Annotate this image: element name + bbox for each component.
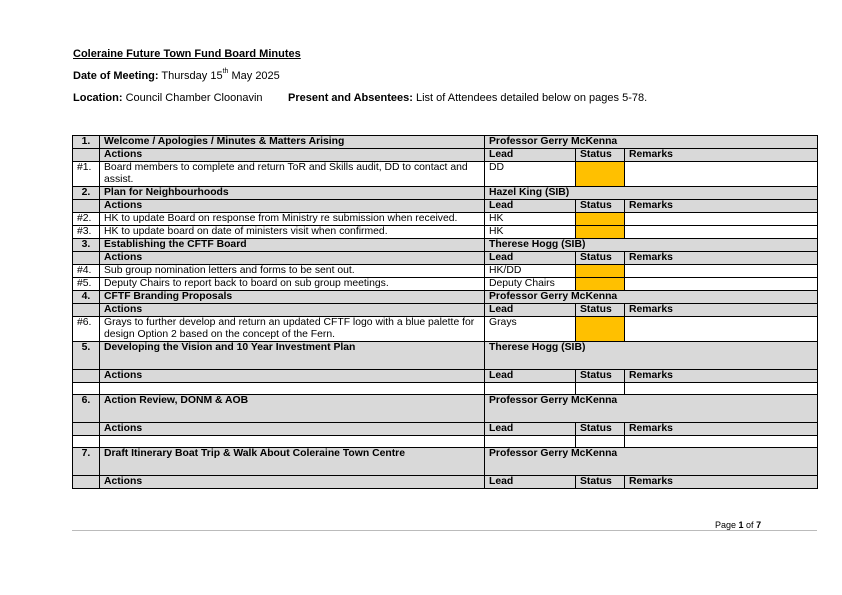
present-line [288, 92, 647, 104]
actions-header-row [73, 252, 818, 265]
remarks-header: Remarks [625, 149, 818, 162]
section-number: 4. [73, 291, 100, 304]
lead-header: Lead [485, 423, 576, 436]
action-text: Grays to further develop and return an updated CFTF logo with a blue palette for design Option 2 based on the concept of the Fern. [100, 317, 485, 342]
action-lead: HK [485, 213, 576, 226]
action-remarks [625, 162, 818, 187]
action-row [73, 265, 818, 278]
lead-header: Lead [485, 149, 576, 162]
section-title: Establishing the CFTF Board [100, 239, 485, 252]
status-header: Status [576, 476, 625, 489]
section-number: 7. [73, 448, 100, 476]
lead-header: Lead [485, 370, 576, 383]
section-owner: Professor Gerry McKenna [485, 291, 818, 304]
empty-cell [576, 383, 625, 395]
empty-action-row [73, 436, 818, 448]
section-owner: Professor Gerry McKenna [485, 136, 818, 149]
action-id: #4. [73, 265, 100, 278]
action-text: Deputy Chairs to report back to board on sub group meetings. [100, 278, 485, 291]
date-label: Date of Meeting: [73, 70, 159, 82]
footer-rule [72, 530, 817, 531]
action-lead: HK [485, 226, 576, 239]
empty-cell [576, 436, 625, 448]
remarks-header: Remarks [625, 476, 818, 489]
section-number: 1. [73, 136, 100, 149]
location-label: Location: [73, 92, 123, 104]
date-pre: Thursday 15 [161, 70, 223, 82]
action-id: #6. [73, 317, 100, 342]
remarks-header: Remarks [625, 423, 818, 436]
action-lead: Grays [485, 317, 576, 342]
empty-cell [485, 436, 576, 448]
section-number: 2. [73, 187, 100, 200]
section-title: Action Review, DONM & AOB [100, 395, 485, 423]
empty-cell [73, 383, 100, 395]
actions-header: Actions [100, 476, 485, 489]
action-remarks [625, 213, 818, 226]
section-title: Draft Itinerary Boat Trip & Walk About Coleraine Town Centre [100, 448, 485, 476]
section-owner: Professor Gerry McKenna [485, 448, 818, 476]
action-lead: HK/DD [485, 265, 576, 278]
date-post: May 2025 [228, 70, 280, 82]
action-id: #5. [73, 278, 100, 291]
action-remarks [625, 278, 818, 291]
empty-cell [485, 383, 576, 395]
action-status [576, 213, 625, 226]
action-remarks [625, 317, 818, 342]
empty-cell [625, 436, 818, 448]
remarks-header: Remarks [625, 304, 818, 317]
section-owner: Professor Gerry McKenna [485, 395, 818, 423]
status-header: Status [576, 304, 625, 317]
section-number: 6. [73, 395, 100, 423]
actions-header-blank [73, 476, 100, 489]
action-row [73, 226, 818, 239]
section-row [73, 291, 818, 304]
present-value: List of Attendees detailed below on pages 5-78. [415, 92, 648, 104]
lead-header: Lead [485, 304, 576, 317]
action-lead: Deputy Chairs [485, 278, 576, 291]
action-status [576, 265, 625, 278]
status-header: Status [576, 252, 625, 265]
minutes-table-body [73, 136, 818, 489]
remarks-header: Remarks [625, 252, 818, 265]
section-owner: Therese Hogg (SIB) [485, 239, 818, 252]
location-value: Council Chamber Cloonavin [125, 92, 263, 104]
page-number: Page 1 of 7 [715, 520, 762, 530]
empty-cell [100, 383, 485, 395]
section-title: Plan for Neighbourhoods [100, 187, 485, 200]
action-remarks [625, 226, 818, 239]
section-row [73, 187, 818, 200]
section-title: CFTF Branding Proposals [100, 291, 485, 304]
actions-header-row [73, 304, 818, 317]
status-header: Status [576, 423, 625, 436]
empty-cell [625, 383, 818, 395]
actions-header: Actions [100, 200, 485, 213]
minutes-table [72, 135, 818, 489]
action-status [576, 226, 625, 239]
status-header: Status [576, 200, 625, 213]
date-sup: th [222, 68, 229, 75]
empty-action-row [73, 383, 818, 395]
actions-header-blank [73, 423, 100, 436]
location-line [73, 92, 263, 104]
actions-header: Actions [100, 370, 485, 383]
actions-header-blank [73, 149, 100, 162]
section-number: 3. [73, 239, 100, 252]
action-text: HK to update board on date of ministers visit when confirmed. [100, 226, 485, 239]
actions-header: Actions [100, 423, 485, 436]
actions-header-row [73, 370, 818, 383]
section-owner: Therese Hogg (SIB) [485, 342, 818, 370]
section-title: Developing the Vision and 10 Year Investment Plan [100, 342, 485, 370]
actions-header-row [73, 200, 818, 213]
empty-cell [73, 436, 100, 448]
action-status [576, 278, 625, 291]
action-text: Board members to complete and return ToR and Skills audit, DD to contact and assist. [100, 162, 485, 187]
section-owner: Hazel King (SIB) [485, 187, 818, 200]
remarks-header: Remarks [625, 370, 818, 383]
document-title: Coleraine Future Town Fund Board Minutes [73, 48, 301, 60]
action-row [73, 317, 818, 342]
present-label: Present and Absentees: [288, 92, 413, 104]
actions-header-blank [73, 252, 100, 265]
section-number: 5. [73, 342, 100, 370]
section-row [73, 136, 818, 149]
actions-header-row [73, 476, 818, 489]
actions-header-blank [73, 200, 100, 213]
actions-header-blank [73, 304, 100, 317]
actions-header: Actions [100, 149, 485, 162]
actions-header: Actions [100, 304, 485, 317]
empty-cell [100, 436, 485, 448]
section-title: Welcome / Apologies / Minutes & Matters Arising [100, 136, 485, 149]
section-row [73, 342, 818, 370]
lead-header: Lead [485, 476, 576, 489]
action-id: #2. [73, 213, 100, 226]
action-row [73, 213, 818, 226]
actions-header-row [73, 149, 818, 162]
lead-header: Lead [485, 200, 576, 213]
action-row [73, 278, 818, 291]
actions-header-row [73, 423, 818, 436]
action-row [73, 162, 818, 187]
status-header: Status [576, 370, 625, 383]
action-text: Sub group nomination letters and forms to be sent out. [100, 265, 485, 278]
section-row [73, 239, 818, 252]
section-row [73, 395, 818, 423]
action-id: #3. [73, 226, 100, 239]
action-id: #1. [73, 162, 100, 187]
actions-header-blank [73, 370, 100, 383]
section-row [73, 448, 818, 476]
remarks-header: Remarks [625, 200, 818, 213]
meeting-date-line [73, 70, 280, 82]
lead-header: Lead [485, 252, 576, 265]
action-status [576, 317, 625, 342]
action-status [576, 162, 625, 187]
action-lead: DD [485, 162, 576, 187]
action-text: HK to update Board on response from Ministry re submission when received. [100, 213, 485, 226]
status-header: Status [576, 149, 625, 162]
action-remarks [625, 265, 818, 278]
actions-header: Actions [100, 252, 485, 265]
